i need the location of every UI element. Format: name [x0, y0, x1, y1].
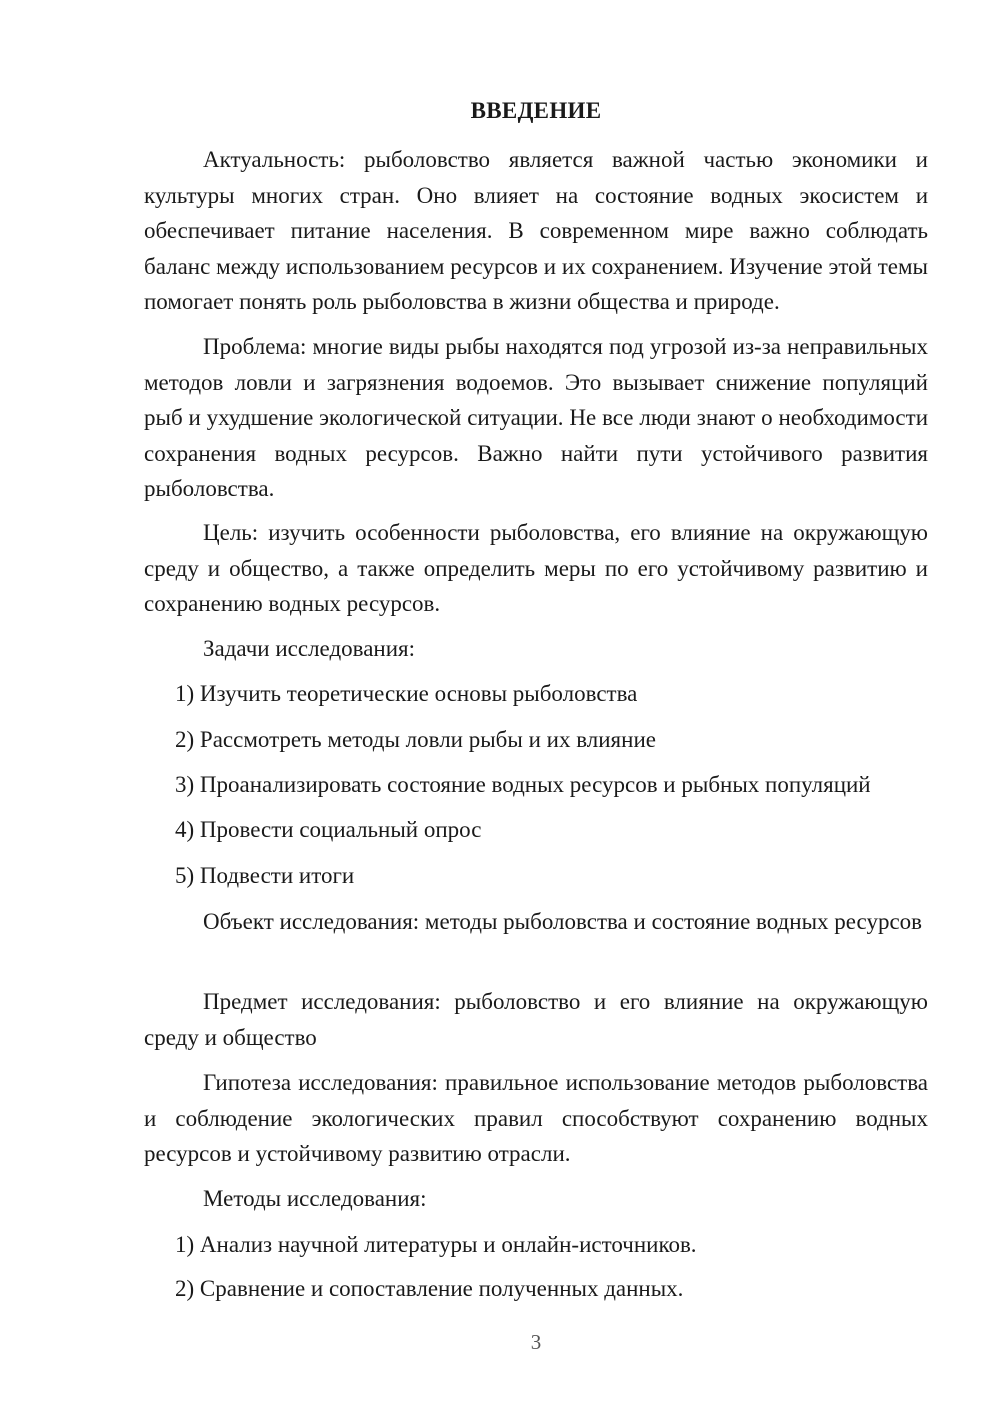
task-item: 5) Подвести итоги: [175, 863, 355, 888]
task-item: 4) Провести социальный опрос: [175, 817, 482, 842]
page-title: ВВЕДЕНИЕ: [470, 98, 602, 123]
method-item: 2) Сравнение и сопоставление полученных данных.: [175, 1276, 684, 1301]
page-number: 3: [530, 1330, 542, 1354]
task-item: 3) Проанализировать состояние водных ресурсов и рыбных популяций: [175, 772, 871, 797]
relevance-paragraph: Актуальность: рыболовство является важной частью экономики и культуры многих стран. Оно влияет на состояние водных экосистем и обеспечивает питание населения. В современном мире важно соблюдать баланс между использованием ресурсов и их сохранением. Изучение этой темы помогает понять роль рыболовства в жизни общества и природе.: [144, 147, 928, 314]
problem-paragraph: Проблема: многие виды рыбы находятся под угрозой из-за неправильных методов ловли и загрязнения водоемов. Это вызывает снижение популяций рыб и ухудшение экологической ситуации. Не все люди знают о необходимости сохранения водных ресурсов. Важно найти пути устойчивого развития рыболовства.: [144, 334, 928, 501]
methods-heading: Методы исследования:: [203, 1186, 427, 1211]
task-item: 2) Рассмотреть методы ловли рыбы и их влияние: [175, 727, 656, 752]
task-item: 1) Изучить теоретические основы рыболовства: [175, 681, 638, 706]
document-page: [144, 0, 928, 1414]
goal-paragraph: Цель: изучить особенности рыболовства, его влияние на окружающую среду и общество, а также определить меры по его устойчивому развитию и сохранению водных ресурсов.: [144, 520, 928, 616]
subject-paragraph: Предмет исследования: рыболовство и его влияние на окружающую среду и общество: [144, 989, 928, 1050]
object-paragraph: Объект исследования: методы рыболовства и состояние водных ресурсов: [203, 909, 923, 934]
method-item: 1) Анализ научной литературы и онлайн-источников.: [175, 1232, 697, 1257]
tasks-heading: Задачи исследования:: [203, 636, 416, 661]
hypothesis-paragraph: Гипотеза исследования: правильное использование методов рыболовства и соблюдение экологических правил способствуют сохранению водных ресурсов и устойчивому развитию отрасли.: [144, 1070, 928, 1166]
